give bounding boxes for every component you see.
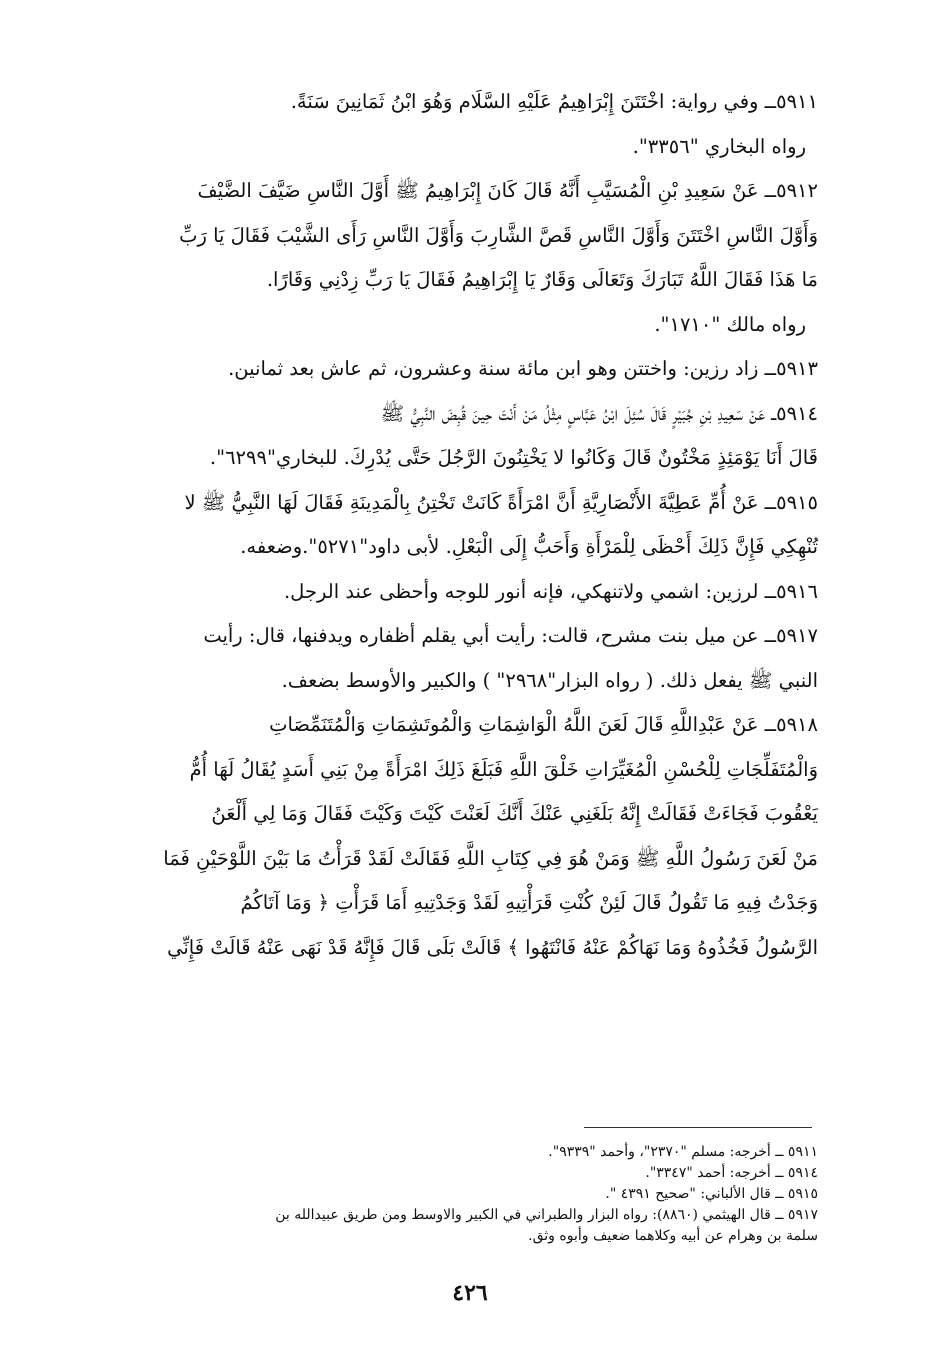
text-line: قَالَ أَنَا يَوْمَئِذٍ مَخْتُونٌ قَالَ وَكَانُوا لا يَخْتِنُونَ الرَّجُلَ حَتَّى يُدْرِكَ. للبخاري"٦٢٩٩".	[209, 446, 818, 469]
text-line: ٥٩١٧ــ عن ميل بنت مشرح، قالت: رأيت أبي يقلم أظفاره ويدفنها، قال: رأيت	[203, 624, 818, 647]
text-line: ٥٩١٨ــ عَنْ عَبْدِاللَّهِ قَالَ لَعَنَ اللَّهُ الْوَاشِمَاتِ وَالْمُوتَشِمَاتِ وَالْمُتَنَمِّصَاتِ	[269, 713, 818, 736]
text-line: ٥٩١١ــ وفي رواية: اخْتَتَنَ إِبْرَاهِيمُ عَلَيْهِ السَّلَام وَهُوَ ابْنُ ثَمَانِينَ سَنَةً.	[290, 90, 818, 113]
text-line: ٥٩١٦ــ لرزين: اشمي ولاتنهكي، فإنه أنور للوجه وأحظى عند الرجل.	[283, 579, 818, 603]
text-line: مَا هَذَا فَقَالَ اللَّهُ تَبَارَكَ وَتَعَالَى وَقَارٌ يَا إِبْرَاهِيمُ فَقَالَ يَا رَبِّ زِدْنِي وَقَارًا.	[266, 268, 818, 291]
main-text	[128, 80, 818, 970]
footnote: ٥٩١٤ ــ أخرجه: أحمد "٣٣٤٧".	[645, 1165, 818, 1181]
text-line: النبي ﷺ يفعل ذلك. ( رواه البزار"٢٩٦٨" ) والكبير والأوسط بضعف.	[281, 668, 818, 692]
text-line: وَالْمُتَفَلِّجَاتِ لِلْحُسْنِ الْمُغَيِّرَاتِ خَلْقَ اللَّهِ فَبَلَغَ ذَلِكَ امْرَأَةً مِنْ بَنِي أَسَدٍ يُقَالُ لَهَا أُمُّ	[189, 757, 818, 781]
page-number: ٤٢٦	[452, 1280, 488, 1306]
source-citation: رواه مالك "١٧١٠".	[654, 312, 806, 336]
text-line: ٥٩١٤ــ عَنْ سَعِيدِ بْنِ جُبَيْرٍ قَالَ سُئِلَ ابْنُ عَبَّاسٍ مِثْلُ مَنْ أَنْتَ حِينَ قُبِضَ النَّبِيُّ ﷺ	[380, 401, 818, 425]
footnotes	[128, 1142, 818, 1247]
footnote: ٥٩١٧ ــ قال الهيثمي (٨٨٦٠): رواه البزار والطبراني في الكبير والاوسط ومن طريق عبيدالله بن	[275, 1207, 818, 1223]
footnote: سلمة بن وهرام عن أبيه وكلاهما ضعيف وأبوه وثق.	[528, 1228, 818, 1244]
text-line: وَجَدْتُ فِيهِ مَا تَقُولُ قَالَ لَئِنْ كُنْتِ قَرَأْتِيهِ لَقَدْ وَجَدْتِيهِ أَمَا قَرَأْتِ ﴿ وَمَا آتَاكُمُ	[240, 891, 818, 914]
text-line: تُنْهِكِي فَإِنَّ ذَلِكَ أَحْظَى لِلْمَرْأَةِ وَأَحَبُّ إِلَى الْبَعْلِ. لأبى داود"٥٢٧١".وضعفه.	[240, 535, 818, 558]
text-line: الرَّسُولُ فَخُذُوهُ وَمَا نَهَاكُمْ عَنْهُ فَانْتَهُوا ﴾ قَالَتْ بَلَى قَالَ فَإِنَّهُ قَدْ نَهَى عَنْهُ قَالَتْ فَإِنِّي	[167, 935, 818, 959]
text-line: ٥٩١٢ــ عَنْ سَعِيدِ بْنِ الْمُسَيَّبِ أَنَّهُ قَالَ كَانَ إِبْرَاهِيمُ ﷺ أَوَّلَ النَّاسِ ضَيَّفَ الضَّيْفَ	[197, 179, 818, 202]
text-line: مَنْ لَعَنَ رَسُولُ اللَّهِ ﷺ وَمَنْ هُوَ فِي كِتَابِ اللَّهِ فَقَالَتْ لَقَدْ قَرَأْتُ مَا بَيْنَ اللَّوْحَيْنِ فَمَا	[163, 846, 818, 870]
footnote-divider	[584, 1127, 812, 1128]
text-line: ٥٩١٣ــ زاد رزين: واختتن وهو ابن مائة سنة وعشرون، ثم عاش بعد ثمانين.	[228, 357, 818, 380]
footnote: ٥٩١١ ــ أخرجه: مسلم "٢٣٧٠"، وأحمد "٩٣٣٩".	[548, 1144, 818, 1160]
source-citation: رواه البخاري "٣٣٥٦".	[632, 134, 806, 158]
text-line: وَأَوَّلَ النَّاسِ اخْتَتَنَ وَأَوَّلَ النَّاسِ قَصَّ الشَّارِبَ وَأَوَّلَ النَّاسِ رَأَى الشَّيْبَ فَقَالَ يَا رَبِّ	[179, 223, 818, 247]
footnote: ٥٩١٥ ــ قال الألباني: "صحيح ٤٣٩١ ".	[605, 1186, 818, 1202]
text-line: ٥٩١٥ــ عَنْ أُمِّ عَطِيَّةَ الأَنْصَارِيَّةِ أَنَّ امْرَأَةً كَانَتْ تَخْتِنُ بِالْمَدِينَةِ فَقَالَ لَهَا النَّبِيُّ ﷺ لا	[184, 490, 818, 514]
text-line: يَعْقُوبَ فَجَاءَتْ فَقَالَتْ إِنَّهُ بَلَغَنِي عَنْكَ أَنَّكَ لَعَنْتَ كَيْتَ وَكَيْتَ فَقَالَ وَمَا لِي أَلْعَنُ	[211, 802, 818, 825]
